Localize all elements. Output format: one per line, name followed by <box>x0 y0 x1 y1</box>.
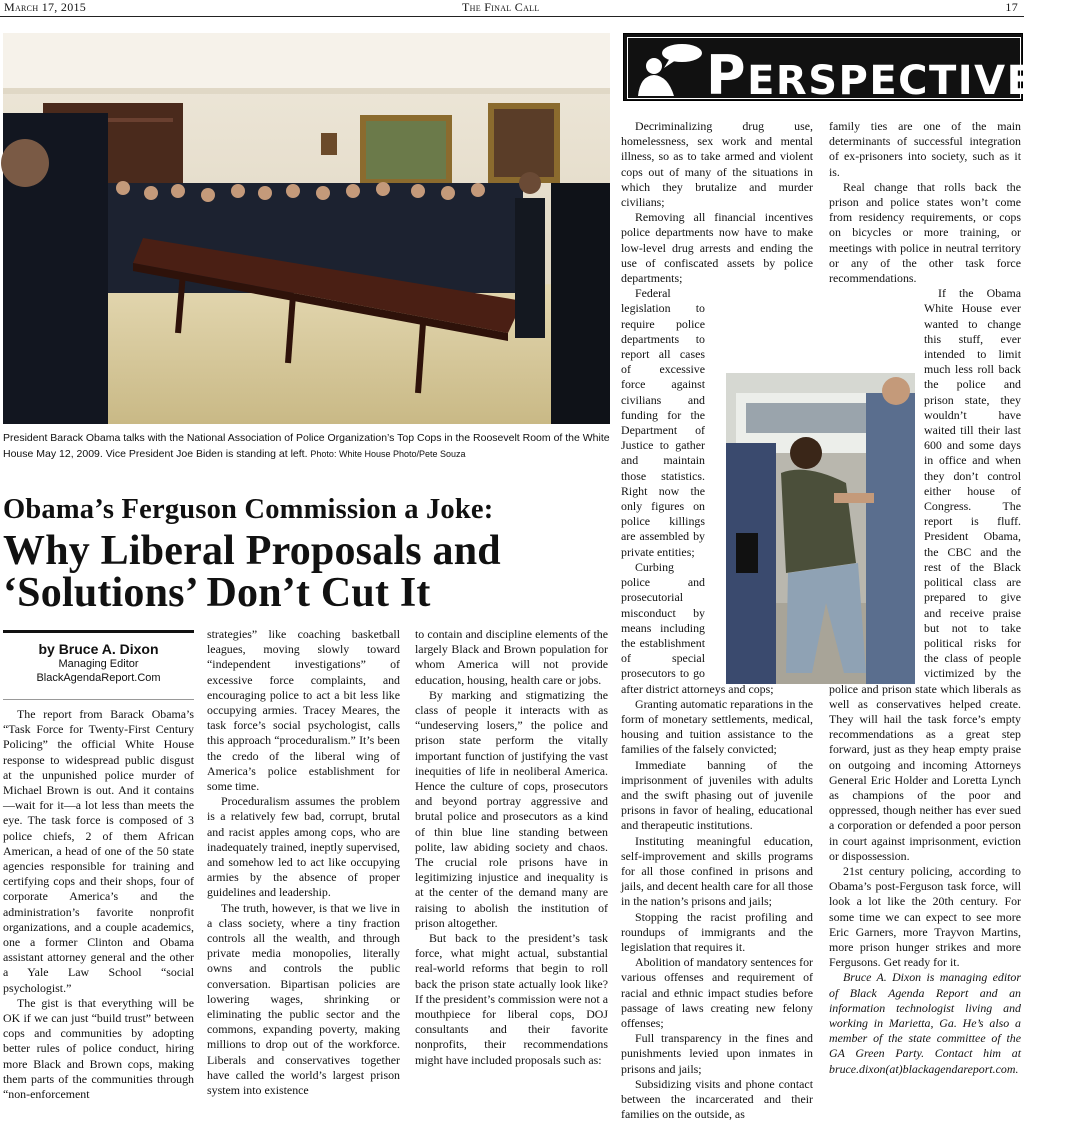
paragraph: Stopping the racist profiling and roundups of immigrants and the legislation that requires it. <box>621 909 813 954</box>
paragraph: Full transparency in the fines and punishments levied upon inmates in prisons and jails; <box>621 1031 813 1076</box>
paragraph: Proceduralism assumes the problem is a relatively few bad, corrupt, brutal and racist apples among cops, who are inadequately trained, ineptly supervised, and somehow led to act like occupying armies by the absence of proper guidelines and leadership. <box>207 794 400 900</box>
page-number: 17 <box>1005 0 1018 14</box>
article-column-2 <box>207 627 400 1107</box>
article-column-4 <box>621 119 813 1122</box>
headline: Why Liberal Proposals and ‘Solutions’ Don’t Cut It <box>3 528 501 616</box>
photo-wrap-space <box>708 354 813 668</box>
paragraph: Curbing police and prosecutorial misconduct by means including the establishment of special prosecutors to go after district attorneys and cops; <box>621 559 774 696</box>
article-column-5 <box>829 119 1021 1107</box>
banner-title <box>706 44 1066 107</box>
author-org: BlackAgendaReport.Com <box>36 672 161 684</box>
paragraph: The report from Barack Obama’s “Task Force for Twenty-First Century Policing” the official White House response to widespread public disgust at the unpunished police murder of Michael Brown is out. And it contains—wait for it—a lot less than meets the eye. The task force is composed of 3 police chiefs, 2 of them African American, a head of one of the 50 state agencies responsible for training and certifying cops and their shops, four of corporate America’s and the administration’s favorite nonprofit organizations, and a couple academics, one a former Clinton and Obama assistant attorney general and the other a Yale Law School “social psychologist.” <box>3 707 194 995</box>
paragraph: The truth, however, is that we live in a class society, where a tiny fraction controls all the wealth, and through private media monopolies, literally owns and controls the public conversation. Bipartisan policies are lowering wages, shrinking or eliminating the public sector and the commons, expanding poverty, making millions to drop out of the workforce. Liberals and conservatives together have called the world’s largest prison system into existence <box>207 900 400 1098</box>
author-title: Managing Editor <box>58 658 139 670</box>
headline-kicker: Obama’s Ferguson Commission a Joke: <box>3 494 494 525</box>
page-header <box>0 0 1024 17</box>
perspectives-banner <box>623 33 1066 107</box>
paragraph: Real change that rolls back the prison and police states won’t come from residency requirements, or cops on bicycles or more training, or meetings with police in neutral territory or any of the other task force recommendations. <box>829 179 1021 286</box>
paragraph: Granting automatic reparations in the form of monetary settlements, medical, housing and tuition assistance to the families of the falsely convicted; <box>621 696 813 757</box>
author-bio: Bruce A. Dixon is managing editor of Black Agenda Report and an information technologist living and working in Marietta, Ga. He’s also a member of the state committee of the GA Green Party. Contact him at bruce.dixon(at)blackagendareport.com. <box>829 970 1021 1076</box>
byline-divider <box>3 699 194 700</box>
article-column-1 <box>3 707 194 1107</box>
paragraph: strategies” like coaching basketball leagues, moving slowly toward “independent investigations” of excessive force complaints, and encouraging police to act a bit less like occupying armies. Tracey Meares, the task force’s social psychologist, calls this approach “proceduralism.” It’s been the credo of the liberal wing of America’s police establishment for some time. <box>207 627 400 794</box>
speaking-person-icon <box>634 42 706 96</box>
article-column-3 <box>415 627 608 1107</box>
paragraph: If the Obama White House ever wanted to change this stuff, ever intended to limit much less roll back the police and prison state, they wouldn’t have waited till their last 600 and some days in office and when they don’t control either house of Congress. The report is fluff. President Obama, the CBC and the rest of the Black political class are prepared to give and receive praise but not to take political risks for the class of people victimized by the police and prison state which liberals as well as conservatives helped create. They will hail the task force’s empty recommendations as a great step forward, just as they heap empty praise on outgoing and incoming Attorneys General Eric Holder and Loretta Lynch as champions of the poor and oppressed, though neither has ever sued a corporation or defended a poor person in court against imprisonment, eviction or dispossession. <box>829 286 1021 863</box>
paragraph: to contain and discipline elements of the largely Black and Brown population for whom America will not provide education, housing, health care or jobs. <box>415 627 608 687</box>
paragraph: By marking and stigmatizing the class of people it interacts with as “undeserving losers,” the police and prison state perform the vitally important function of justifying the vast inequities of life in neoliberal America. Hence the culture of cops, prosecutors and beyond portray aggressive and brutal police and prosecutors as a kind of thin blue line standing between polite, law abiding society and chaos. The crucial role prisons have in legitimizing injustice and inequality is at the center of the demand many are raising to abolish the institution of prison altogether. <box>415 687 608 930</box>
photo-wrap-space <box>829 354 921 668</box>
banner-title-initial: P <box>706 44 748 107</box>
paragraph: Removing all financial incentives police departments now have to make low-level drug arrests and ending the use of confiscated assets by police departments; <box>621 210 813 286</box>
paragraph: The gist is that everything will be OK if we can just “build trust” between cops and communities by adopting better rules of police conduct, hiring more Black and Brown cops, making them parts of the communities through “non-enforcement <box>3 995 194 1102</box>
paragraph: Decriminalizing drug use, homelessness, sex work and mental illness, so as to take armed and violent cops out of many of the situations in which they brutalize and murder civilians; <box>621 119 813 210</box>
paragraph: Federal legislation to require police departments to report all cases of excessive force against civilians and funding for the Department of Justice to gather and maintain those statistics. Right now the only figures on police killings are assembled by private entities; <box>621 286 813 560</box>
caption-text: President Barack Obama talks with the National Association of Police Organization’s Top Cops in the Roosevelt Room of the White House May 12, 2009. Vice President Joe Biden is standing at left. <box>3 432 610 460</box>
paragraph: family ties are one of the main determinants of successful integration of ex-prisoners into society, such as it is. <box>829 119 1021 179</box>
paragraph: 21st century policing, according to Obama’s post-Ferguson task force, will look a lot like the 20th century. For some time we can expect to see more Eric Garners, more Trayvon Martins, more prison hunger strikes and more Fergusons. Get ready for it. <box>829 863 1021 970</box>
issue-date: March 17, 2015 <box>4 0 87 14</box>
paragraph: But back to the president’s task force, what might actual, substantial real-world reforms that begin to roll back the prison state actually look like? If the president’s commission were not a mouthpiece for liberal cops, DOJ consultants and their favorite nonprofits, their recommendations might have included proposals such as: <box>415 931 608 1067</box>
photo-credit: Photo: White House Photo/Pete Souza <box>310 449 466 459</box>
paragraph: Instituting meaningful education, self-improvement and skills programs for all those confined in prisons and jails, and decent health care for all those in the nation’s prisons and jails; <box>621 833 813 909</box>
publication-name: The Final Call <box>462 0 540 14</box>
banner-title-rest: ERSPECTIVES <box>747 58 1066 104</box>
main-photo <box>3 33 610 424</box>
paragraph: Abolition of mandatory sentences for various offenses and requirement of racial and ethnic impact studies before passage of laws creating new felony offenses; <box>621 955 813 1030</box>
photo-caption <box>3 430 610 462</box>
author-name: by Bruce A. Dixon <box>38 641 159 657</box>
paragraph: Immediate banning of the imprisonment of juveniles with adults and the swift phasing out of juvenile prisons in favor of healing, educational and therapeutic institutions. <box>621 757 813 833</box>
paragraph: Subsidizing visits and phone contact between the incarcerated and their families on the outside, as <box>621 1076 813 1122</box>
byline <box>3 630 194 685</box>
